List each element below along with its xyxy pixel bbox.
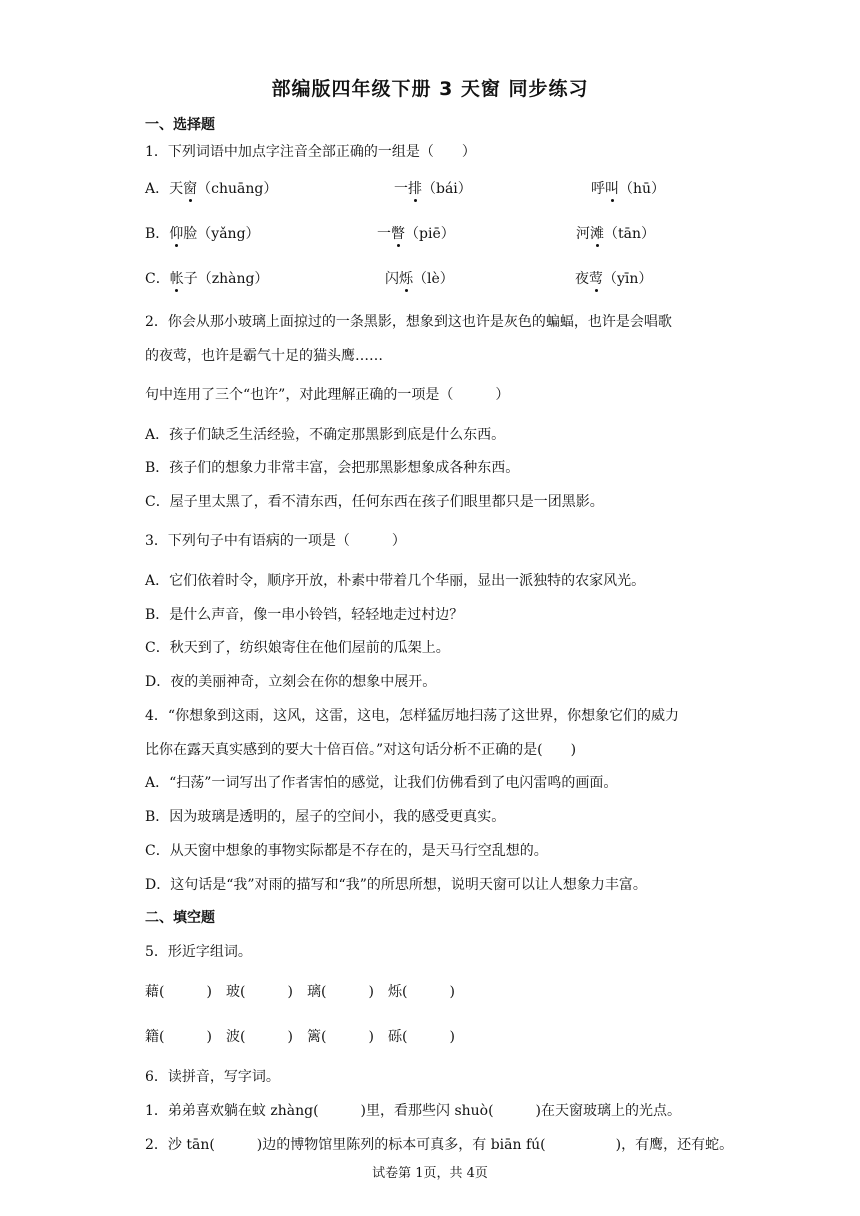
q5-word-blank: 烁( ) bbox=[388, 984, 455, 1000]
q5-word-blank: 波( ) bbox=[226, 1029, 293, 1045]
question-6-stem: 6．读拼音，写字词。 bbox=[145, 1069, 280, 1085]
section-heading-choice: 一、选择题 bbox=[145, 117, 215, 133]
q5-word-blank: 玻( ) bbox=[226, 984, 293, 1000]
q6-sentence-1: 1．弟弟喜欢躺在蚊 zhàng( )里，看那些闪 shuò( )在天窗玻璃上的光点。 bbox=[145, 1103, 682, 1119]
q3-option-a: A．它们依着时令，顺序开放，朴素中带着几个华丽，显出一派独特的农家风光。 bbox=[145, 573, 646, 589]
q5-word-blank: 篱( ) bbox=[307, 1029, 374, 1045]
question-5-stem: 5．形近字组词。 bbox=[145, 944, 252, 960]
q1-option-a-item3: 呼叫（hū） bbox=[591, 178, 665, 198]
q4-option-c: C．从天窗中想象的事物实际都是不存在的，是天马行空乱想的。 bbox=[145, 843, 548, 859]
question-1-stem: 1．下列词语中加点字注音全部正确的一组是（ ） bbox=[145, 144, 476, 160]
q3-option-b: B．是什么声音，像一串小铃铛，轻轻地走过村边？ bbox=[145, 607, 464, 623]
q1-option-c-item3: 夜莺（yīn） bbox=[575, 268, 652, 288]
q1-option-a-item1: A．天窗（chuāng） bbox=[145, 178, 277, 198]
question-2-prompt: 句中连用了三个“也许”，对此理解正确的一项是（ ） bbox=[145, 387, 510, 403]
question-2-stem-line1: 2．你会从那小玻璃上面掠过的一条黑影，想象到这也许是灰色的蝙蝠，也许是会唱歌 bbox=[145, 314, 672, 330]
question-2-stem-line2: 的夜莺，也许是霸气十足的猫头鹰…… bbox=[145, 348, 383, 364]
q4-option-a: A．“扫荡”一词写出了作者害怕的感觉，让我们仿佛看到了电闪雷鸣的画面。 bbox=[145, 775, 618, 791]
q5-word-blank: 璃( ) bbox=[307, 984, 374, 1000]
q1-option-c-item2: 闪烁（lè） bbox=[385, 268, 454, 288]
q5-word-blank: 砾( ) bbox=[388, 1029, 455, 1045]
q4-option-b: B．因为玻璃是透明的，屋子的空间小，我的感受更真实。 bbox=[145, 809, 506, 825]
question-3-stem: 3．下列句子中有语病的一项是（ ） bbox=[145, 533, 406, 549]
q1-option-b-item2: 一瞥（piē） bbox=[377, 223, 455, 243]
question-4-stem-line2: 比你在露天真实感到的要大十倍百倍。”对这句话分析不正确的是( ) bbox=[145, 742, 577, 758]
q6-sentence-2: 2．沙 tān( )边的博物馆里陈列的标本可真多，有 biān fú( )，有鹰，还有蛇。 bbox=[145, 1137, 734, 1153]
q3-option-d: D．夜的美丽神奇，立刻会在你的想象中展开。 bbox=[145, 674, 437, 690]
page-title: 部编版四年级下册 3 天窗 同步练习 bbox=[271, 78, 589, 100]
page-footer: 试卷第 1页，共 4页 bbox=[372, 1166, 488, 1181]
q1-option-a-item2: 一排（bái） bbox=[394, 178, 472, 198]
q2-option-a: A．孩子们缺乏生活经验，不确定那黑影到底是什么东西。 bbox=[145, 427, 506, 443]
section-heading-fill: 二、填空题 bbox=[145, 910, 215, 926]
q5-word-blank: 籍( ) bbox=[145, 1029, 212, 1045]
q4-option-d: D．这句话是“我”对雨的描写和“我”的所思所想，说明天窗可以让人想象力丰富。 bbox=[145, 877, 647, 893]
q1-option-b-item3: 河滩（tān） bbox=[576, 223, 655, 243]
q1-option-c-item1: C．帐子（zhàng） bbox=[145, 268, 268, 288]
q2-option-b: B．孩子们的想象力非常丰富，会把那黑影想象成各种东西。 bbox=[145, 460, 520, 476]
q3-option-c: C．秋天到了，纺织娘寄住在他们屋前的瓜架上。 bbox=[145, 640, 450, 656]
question-4-stem-line1: 4．“你想象到这雨，这风，这雷，这电，怎样猛厉地扫荡了这世界，你想象它们的威力 bbox=[145, 708, 680, 724]
q1-option-b-item1: B．仰脸（yǎng） bbox=[145, 223, 260, 243]
q2-option-c: C．屋子里太黑了，看不清东西，任何东西在孩子们眼里都只是一团黑影。 bbox=[145, 494, 604, 510]
q5-word-blank: 藉( ) bbox=[145, 984, 212, 1000]
